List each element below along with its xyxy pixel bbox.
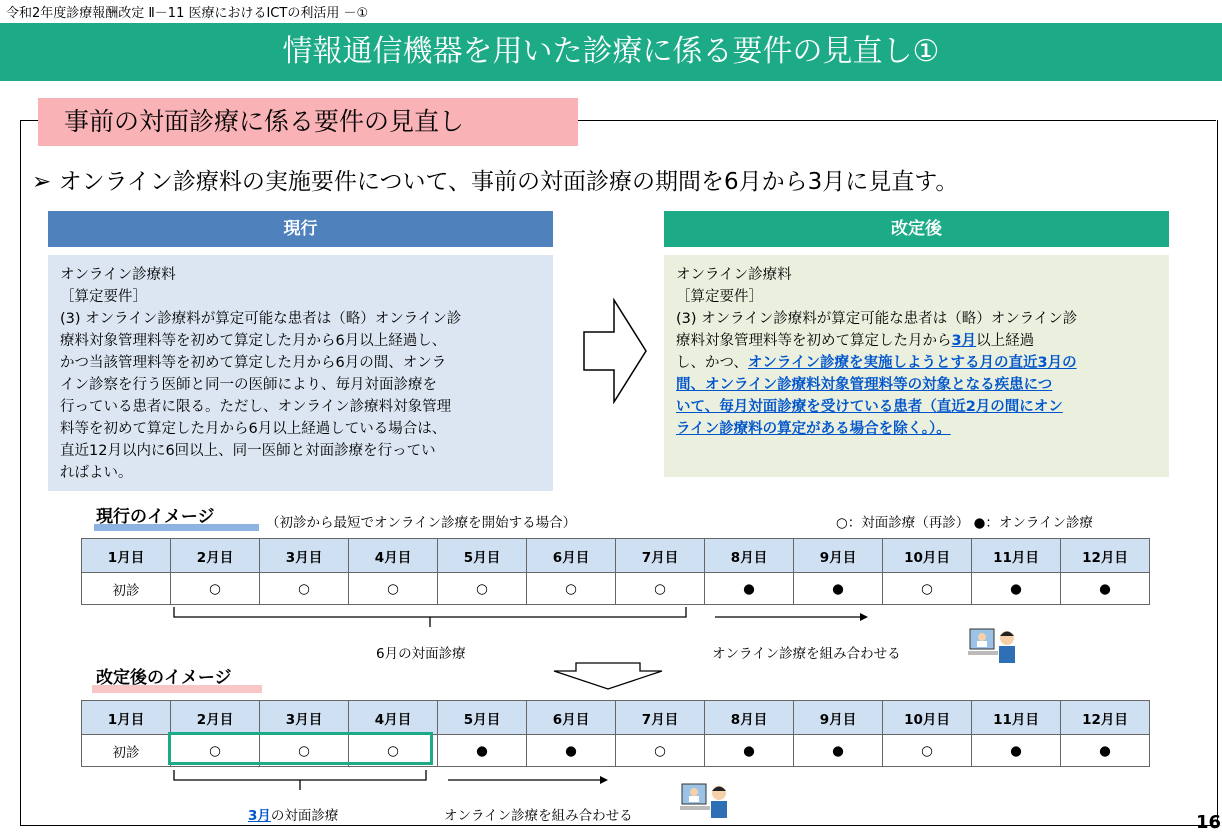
- revised-heading: 改定後: [664, 211, 1169, 247]
- month-cell: 5月目: [438, 539, 527, 573]
- legend: ○：対面診療（再診） ●：オンライン診療: [836, 515, 1093, 531]
- current-requirements: [48, 255, 553, 491]
- month-cell: 12月目: [1061, 539, 1150, 573]
- online-consultation-icon: [680, 780, 730, 820]
- month-cell: 10月目: [883, 701, 972, 735]
- text-line: ［算定要件］: [60, 289, 147, 305]
- text-line: ればよい。: [60, 465, 133, 481]
- month-cell: 8月目: [705, 539, 794, 573]
- visit-cell: ○: [349, 735, 438, 767]
- visit-cell: 初診: [82, 735, 171, 767]
- month-cell: 6月目: [527, 701, 616, 735]
- text-line: 療料対象管理料等を初めて算定した月から3月以上経過: [676, 333, 1035, 349]
- month-cell: 4月目: [349, 539, 438, 573]
- visit-cell: ○: [171, 735, 260, 767]
- visit-cell: ●: [705, 573, 794, 605]
- text-line: かつ当該管理料等を初めて算定した月から6月の間、オンラ: [60, 355, 447, 371]
- visit-cell: ○: [438, 573, 527, 605]
- text-line: オンライン診療料: [676, 267, 792, 283]
- down-arrow-icon: [550, 661, 666, 691]
- current-image-title: 現行のイメージ: [96, 507, 215, 527]
- visit-cell: ●: [705, 735, 794, 767]
- bullet-text: オンライン診療料の実施要件について、事前の対面診療の期間を6月から3月に見直す。: [58, 169, 959, 195]
- text-line: ライン診療料の算定がある場合を除く。）。: [676, 421, 951, 437]
- online-consultation-icon: [968, 625, 1018, 665]
- visit-cell: ○: [883, 735, 972, 767]
- visit-cell: ○: [527, 573, 616, 605]
- month-cell: 1月目: [82, 701, 171, 735]
- current-image-note: （初診から最短でオンライン診療を開始する場合）: [266, 515, 577, 531]
- visit-cell: ●: [794, 735, 883, 767]
- arrow-bullet-icon: ➢: [32, 169, 59, 195]
- current-brace-and-arrow: [170, 605, 870, 635]
- text-line: (3) オンライン診療料が算定可能な患者は（略）オンライン診: [676, 311, 1078, 327]
- month-cell: 7月目: [616, 539, 705, 573]
- revised-requirements: [664, 255, 1169, 477]
- visit-cell: ●: [1061, 735, 1150, 767]
- text-line: (3) オンライン診療料が算定可能な患者は（略）オンライン診: [60, 311, 462, 327]
- text-line: オンライン診療料: [60, 267, 176, 283]
- month-cell: 9月目: [794, 539, 883, 573]
- month-cell: 3月目: [260, 539, 349, 573]
- month-cell: 6月目: [527, 539, 616, 573]
- month-cell: 9月目: [794, 701, 883, 735]
- section-heading: 事前の対面診療に係る要件の見直し: [38, 98, 578, 146]
- visit-cell: ●: [972, 735, 1061, 767]
- visit-cell: ●: [794, 573, 883, 605]
- text-line: し、かつ、オンライン診療を実施しようとする月の直近3月の: [676, 355, 1077, 371]
- text-line: 料等を初めて算定した月から6月以上経過している場合は、: [60, 421, 447, 437]
- current-schedule-table: [81, 538, 1150, 605]
- revised-arrow-label: オンライン診療を組み合わせる: [444, 808, 633, 824]
- text-line: ［算定要件］: [676, 289, 763, 305]
- month-cell: 11月目: [972, 539, 1061, 573]
- visit-cell: ●: [1061, 573, 1150, 605]
- visit-cell: ○: [171, 573, 260, 605]
- revised-image-title: 改定後のイメージ: [96, 668, 232, 688]
- text-line: いて、毎月対面診療を受けている患者（直近2月の間にオン: [676, 399, 1063, 415]
- month-cell: 4月目: [349, 701, 438, 735]
- text-line: イン診察を行う医師と同一の医師により、毎月対面診療を: [60, 377, 437, 393]
- current-brace-label: 6月の対面診療: [376, 646, 466, 662]
- visit-cell: ○: [349, 573, 438, 605]
- text-line: 療料対象管理料等を初めて算定した月から6月以上経過し、: [60, 333, 447, 349]
- month-cell: 12月目: [1061, 701, 1150, 735]
- highlight-box: [168, 732, 433, 765]
- visit-cell: 初診: [82, 573, 171, 605]
- current-arrow-label: オンライン診療を組み合わせる: [712, 646, 901, 662]
- text-line: 間、オンライン診療料対象管理料等の対象となる疾患につ: [676, 377, 1053, 393]
- visit-cell: ○: [260, 735, 349, 767]
- page-number: 16: [1196, 812, 1222, 833]
- revised-brace-and-arrow: [170, 768, 620, 796]
- visit-cell: ●: [527, 735, 616, 767]
- month-cell: 5月目: [438, 701, 527, 735]
- bullet-point: [32, 163, 958, 196]
- month-cell: 8月目: [705, 701, 794, 735]
- month-cell: 3月目: [260, 701, 349, 735]
- month-cell: 10月目: [883, 539, 972, 573]
- month-cell: 2月目: [171, 539, 260, 573]
- month-cell: 11月目: [972, 701, 1061, 735]
- month-header-row: [82, 701, 1150, 735]
- month-cell: 1月目: [82, 539, 171, 573]
- visit-cell: ○: [883, 573, 972, 605]
- text-line: 直近12月以内に6回以上、同一医師と対面診療を行ってい: [60, 443, 436, 459]
- page-title: 情報通信機器を用いた診療に係る要件の見直し①: [0, 23, 1222, 81]
- visit-cell: ○: [616, 735, 705, 767]
- visit-cell: ○: [260, 573, 349, 605]
- month-header-row: [82, 539, 1150, 573]
- month-cell: 7月目: [616, 701, 705, 735]
- right-arrow-icon: [582, 298, 648, 404]
- current-heading: 現行: [48, 211, 553, 247]
- text-line: 行っている患者に限る。ただし、オンライン診療料対象管理: [60, 399, 452, 415]
- visit-cell: ○: [616, 573, 705, 605]
- revised-brace-label: 3月の対面診療: [248, 808, 339, 824]
- visit-cell: ●: [972, 573, 1061, 605]
- breadcrumb: 令和2年度診療報酬改定 Ⅱ－11 医療におけるICTの利活用 －①: [6, 6, 369, 21]
- month-cell: 2月目: [171, 701, 260, 735]
- visit-cell: ●: [438, 735, 527, 767]
- visit-row: [82, 573, 1150, 605]
